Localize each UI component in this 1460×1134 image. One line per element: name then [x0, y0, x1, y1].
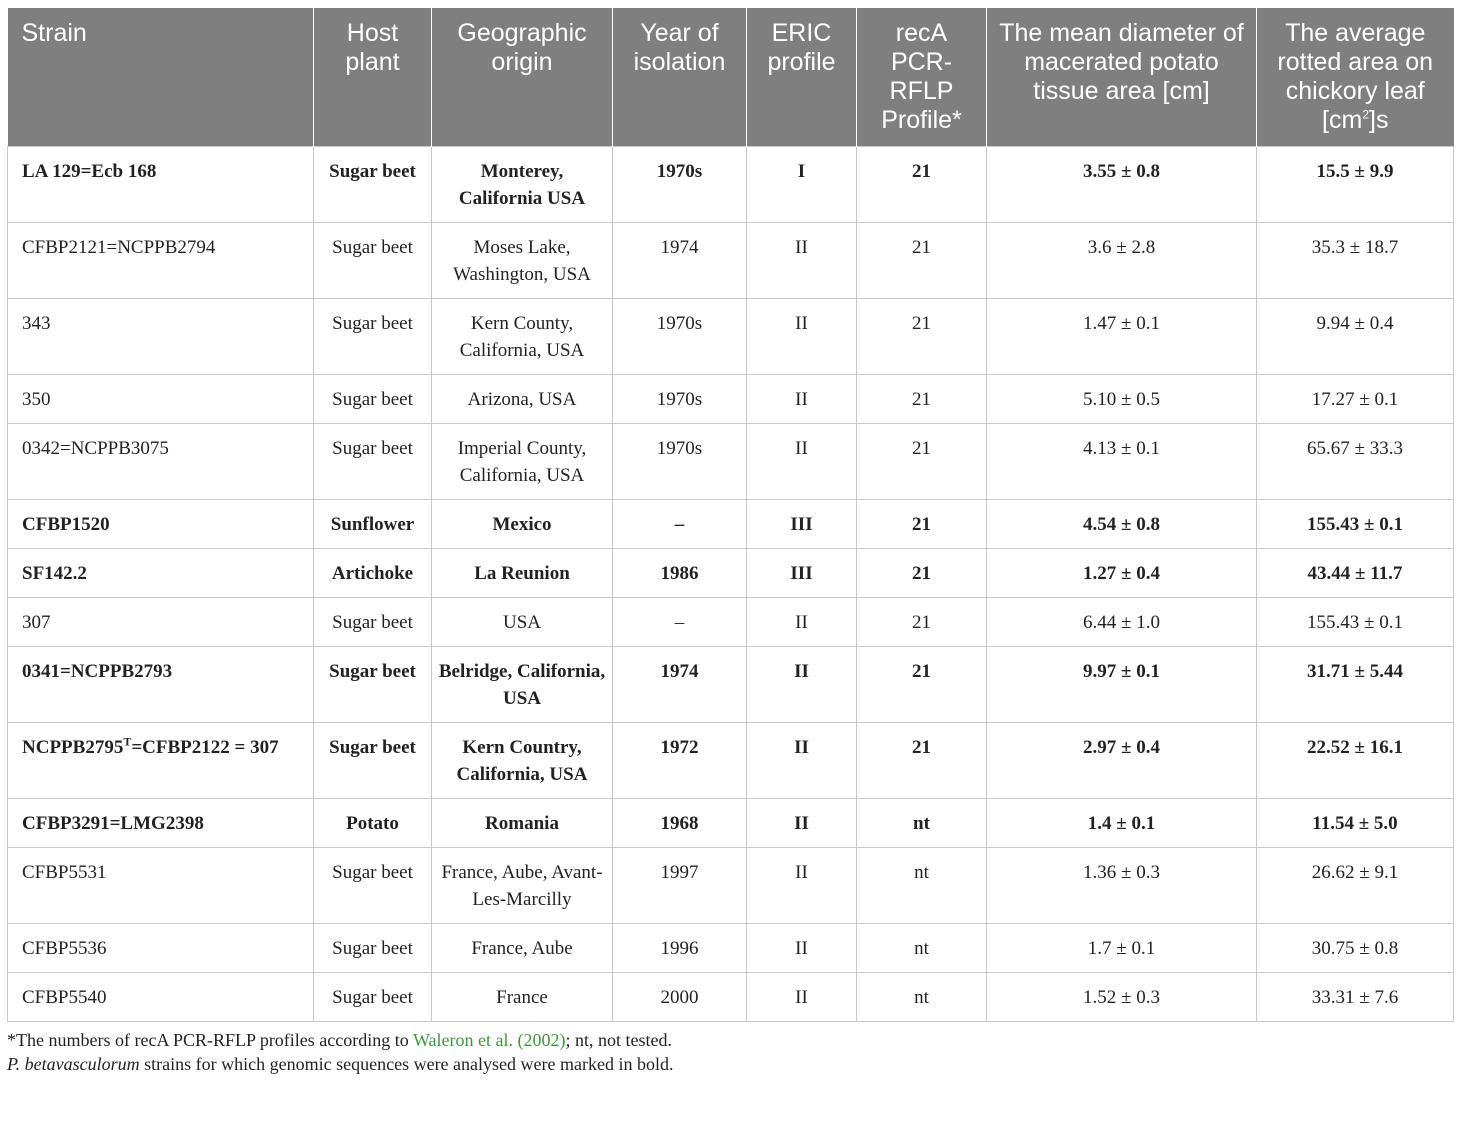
cell-host: Sugar beet — [314, 924, 432, 973]
cell-reca: 21 — [857, 299, 987, 375]
table-row — [8, 299, 1454, 375]
cell-eric: II — [747, 924, 857, 973]
cell-reca: 21 — [857, 424, 987, 500]
header-geographic-origin: Geographic origin — [432, 8, 613, 147]
cell-eric: II — [747, 973, 857, 1022]
footnote-2-text: strains for which genomic sequences were analysed were marked in bold. — [139, 1054, 674, 1074]
cell-strain: LA 129=Ecb 168 — [8, 147, 314, 223]
cell-potato: 1.27 ± 0.4 — [987, 549, 1257, 598]
header-chickory-sup: 2 — [1362, 107, 1369, 122]
footnote-1-prefix: *The numbers of recA PCR-RFLP profiles according to — [7, 1030, 413, 1050]
table-row — [8, 375, 1454, 424]
cell-origin: Moses Lake, Washington, USA — [432, 223, 613, 299]
cell-year: 1996 — [613, 924, 747, 973]
cell-reca: 21 — [857, 223, 987, 299]
table-row — [8, 223, 1454, 299]
cell-potato: 6.44 ± 1.0 — [987, 598, 1257, 647]
cell-potato: 4.54 ± 0.8 — [987, 500, 1257, 549]
cell-potato: 4.13 ± 0.1 — [987, 424, 1257, 500]
cell-origin: France, Aube, Avant-Les-Marcilly — [432, 848, 613, 924]
cell-year: 1970s — [613, 375, 747, 424]
cell-year: 2000 — [613, 973, 747, 1022]
header-chickory — [1257, 8, 1454, 147]
cell-eric: II — [747, 647, 857, 723]
table-row — [8, 598, 1454, 647]
cell-potato: 1.36 ± 0.3 — [987, 848, 1257, 924]
cell-reca: nt — [857, 799, 987, 848]
table-container — [7, 8, 1453, 1076]
table-row — [8, 424, 1454, 500]
cell-potato: 1.47 ± 0.1 — [987, 299, 1257, 375]
cell-chickory: 26.62 ± 9.1 — [1257, 848, 1454, 924]
header-potato: The mean diameter of macerated potato tissue area [cm] — [987, 8, 1257, 147]
cell-year: 1986 — [613, 549, 747, 598]
cell-year: 1968 — [613, 799, 747, 848]
cell-reca: 21 — [857, 549, 987, 598]
cell-year: 1974 — [613, 647, 747, 723]
cell-strain: CFBP5536 — [8, 924, 314, 973]
cell-origin: France — [432, 973, 613, 1022]
cell-reca: 21 — [857, 647, 987, 723]
cell-eric: III — [747, 500, 857, 549]
cell-chickory: 155.43 ± 0.1 — [1257, 500, 1454, 549]
table-row — [8, 500, 1454, 549]
cell-strain: CFBP1520 — [8, 500, 314, 549]
strain-name: NCPPB2795 — [22, 737, 124, 758]
cell-year: 1970s — [613, 147, 747, 223]
cell-origin: Belridge, California, USA — [432, 647, 613, 723]
cell-chickory: 35.3 ± 18.7 — [1257, 223, 1454, 299]
cell-host: Sugar beet — [314, 375, 432, 424]
cell-chickory: 30.75 ± 0.8 — [1257, 924, 1454, 973]
cell-potato: 5.10 ± 0.5 — [987, 375, 1257, 424]
cell-reca: nt — [857, 973, 987, 1022]
table-row — [8, 848, 1454, 924]
cell-host: Sugar beet — [314, 299, 432, 375]
cell-year: – — [613, 500, 747, 549]
cell-reca: 21 — [857, 147, 987, 223]
cell-reca: nt — [857, 848, 987, 924]
table-row — [8, 924, 1454, 973]
table-row — [8, 799, 1454, 848]
footnotes — [7, 1028, 1453, 1076]
cell-strain: 307 — [8, 598, 314, 647]
cell-eric: II — [747, 598, 857, 647]
cell-chickory: 65.67 ± 33.3 — [1257, 424, 1454, 500]
header-eric: ERIC profile — [747, 8, 857, 147]
cell-potato: 9.97 ± 0.1 — [987, 647, 1257, 723]
cell-strain: 350 — [8, 375, 314, 424]
cell-chickory: 11.54 ± 5.0 — [1257, 799, 1454, 848]
cell-host: Sugar beet — [314, 848, 432, 924]
cell-eric: II — [747, 299, 857, 375]
cell-host: Sugar beet — [314, 147, 432, 223]
header-chickory-suffix: ]s — [1369, 106, 1389, 134]
cell-strain: CFBP3291=LMG2398 — [8, 799, 314, 848]
cell-year: 1972 — [613, 723, 747, 799]
cell-eric: II — [747, 848, 857, 924]
cell-potato: 2.97 ± 0.4 — [987, 723, 1257, 799]
footnote-1-suffix: ; nt, not tested. — [565, 1030, 672, 1050]
cell-strain: CFBP5540 — [8, 973, 314, 1022]
cell-reca: nt — [857, 924, 987, 973]
strain-superscript: T — [123, 734, 132, 749]
cell-year: 1997 — [613, 848, 747, 924]
cell-host: Sugar beet — [314, 723, 432, 799]
strains-table — [7, 8, 1454, 1022]
cell-origin: USA — [432, 598, 613, 647]
footnote-2-species: P. betavasculorum — [7, 1054, 140, 1074]
cell-chickory: 17.27 ± 0.1 — [1257, 375, 1454, 424]
cell-chickory: 43.44 ± 11.7 — [1257, 549, 1454, 598]
citation-link[interactable]: Waleron et al. (2002) — [412, 1030, 566, 1050]
cell-host: Sugar beet — [314, 647, 432, 723]
cell-potato: 3.55 ± 0.8 — [987, 147, 1257, 223]
cell-origin: Kern Country, California, USA — [432, 723, 613, 799]
cell-chickory: 9.94 ± 0.4 — [1257, 299, 1454, 375]
cell-strain: CFBP5531 — [8, 848, 314, 924]
cell-year: 1970s — [613, 424, 747, 500]
cell-origin: La Reunion — [432, 549, 613, 598]
cell-strain: 0341=NCPPB2793 — [8, 647, 314, 723]
cell-year: 1974 — [613, 223, 747, 299]
header-strain: Strain — [8, 8, 314, 147]
cell-origin: Kern County, California, USA — [432, 299, 613, 375]
cell-host: Sugar beet — [314, 424, 432, 500]
strain-suffix: =CFBP2122 = 307 — [131, 737, 279, 758]
cell-origin: Monterey, California USA — [432, 147, 613, 223]
cell-potato: 1.7 ± 0.1 — [987, 924, 1257, 973]
cell-strain: SF142.2 — [8, 549, 314, 598]
cell-reca: 21 — [857, 500, 987, 549]
cell-eric: II — [747, 375, 857, 424]
cell-host: Sugar beet — [314, 973, 432, 1022]
header-chickory-prefix: The average rotted area on chickory leaf [cm — [1277, 19, 1434, 134]
cell-year: – — [613, 598, 747, 647]
cell-chickory: 31.71 ± 5.44 — [1257, 647, 1454, 723]
cell-chickory: 155.43 ± 0.1 — [1257, 598, 1454, 647]
cell-strain: 343 — [8, 299, 314, 375]
cell-strain: 0342=NCPPB3075 — [8, 424, 314, 500]
cell-reca: 21 — [857, 375, 987, 424]
header-host-plant: Host plant — [314, 8, 432, 147]
cell-eric: II — [747, 424, 857, 500]
cell-host: Artichoke — [314, 549, 432, 598]
table-row — [8, 723, 1454, 799]
cell-eric: II — [747, 723, 857, 799]
cell-origin: Mexico — [432, 500, 613, 549]
cell-potato: 1.4 ± 0.1 — [987, 799, 1257, 848]
header-row — [8, 8, 1454, 147]
table-row — [8, 147, 1454, 223]
footnote-2 — [7, 1052, 1453, 1076]
header-year: Year of isolation — [613, 8, 747, 147]
cell-host: Sugar beet — [314, 223, 432, 299]
cell-reca: 21 — [857, 723, 987, 799]
cell-chickory: 15.5 ± 9.9 — [1257, 147, 1454, 223]
cell-strain — [8, 723, 314, 799]
cell-reca: 21 — [857, 598, 987, 647]
cell-potato: 3.6 ± 2.8 — [987, 223, 1257, 299]
table-row — [8, 973, 1454, 1022]
cell-strain: CFBP2121=NCPPB2794 — [8, 223, 314, 299]
table-row — [8, 549, 1454, 598]
footnote-1 — [7, 1028, 1453, 1052]
cell-host: Sunflower — [314, 500, 432, 549]
cell-chickory: 22.52 ± 16.1 — [1257, 723, 1454, 799]
cell-eric: II — [747, 799, 857, 848]
header-reca: recA PCR-RFLP Profile* — [857, 8, 987, 147]
cell-eric: I — [747, 147, 857, 223]
cell-chickory: 33.31 ± 7.6 — [1257, 973, 1454, 1022]
cell-eric: II — [747, 223, 857, 299]
cell-origin: Imperial County, California, USA — [432, 424, 613, 500]
cell-origin: France, Aube — [432, 924, 613, 973]
cell-host: Sugar beet — [314, 598, 432, 647]
cell-year: 1970s — [613, 299, 747, 375]
cell-host: Potato — [314, 799, 432, 848]
table-row — [8, 647, 1454, 723]
cell-potato: 1.52 ± 0.3 — [987, 973, 1257, 1022]
table-body — [8, 147, 1454, 1022]
cell-origin: Arizona, USA — [432, 375, 613, 424]
cell-origin: Romania — [432, 799, 613, 848]
cell-eric: III — [747, 549, 857, 598]
